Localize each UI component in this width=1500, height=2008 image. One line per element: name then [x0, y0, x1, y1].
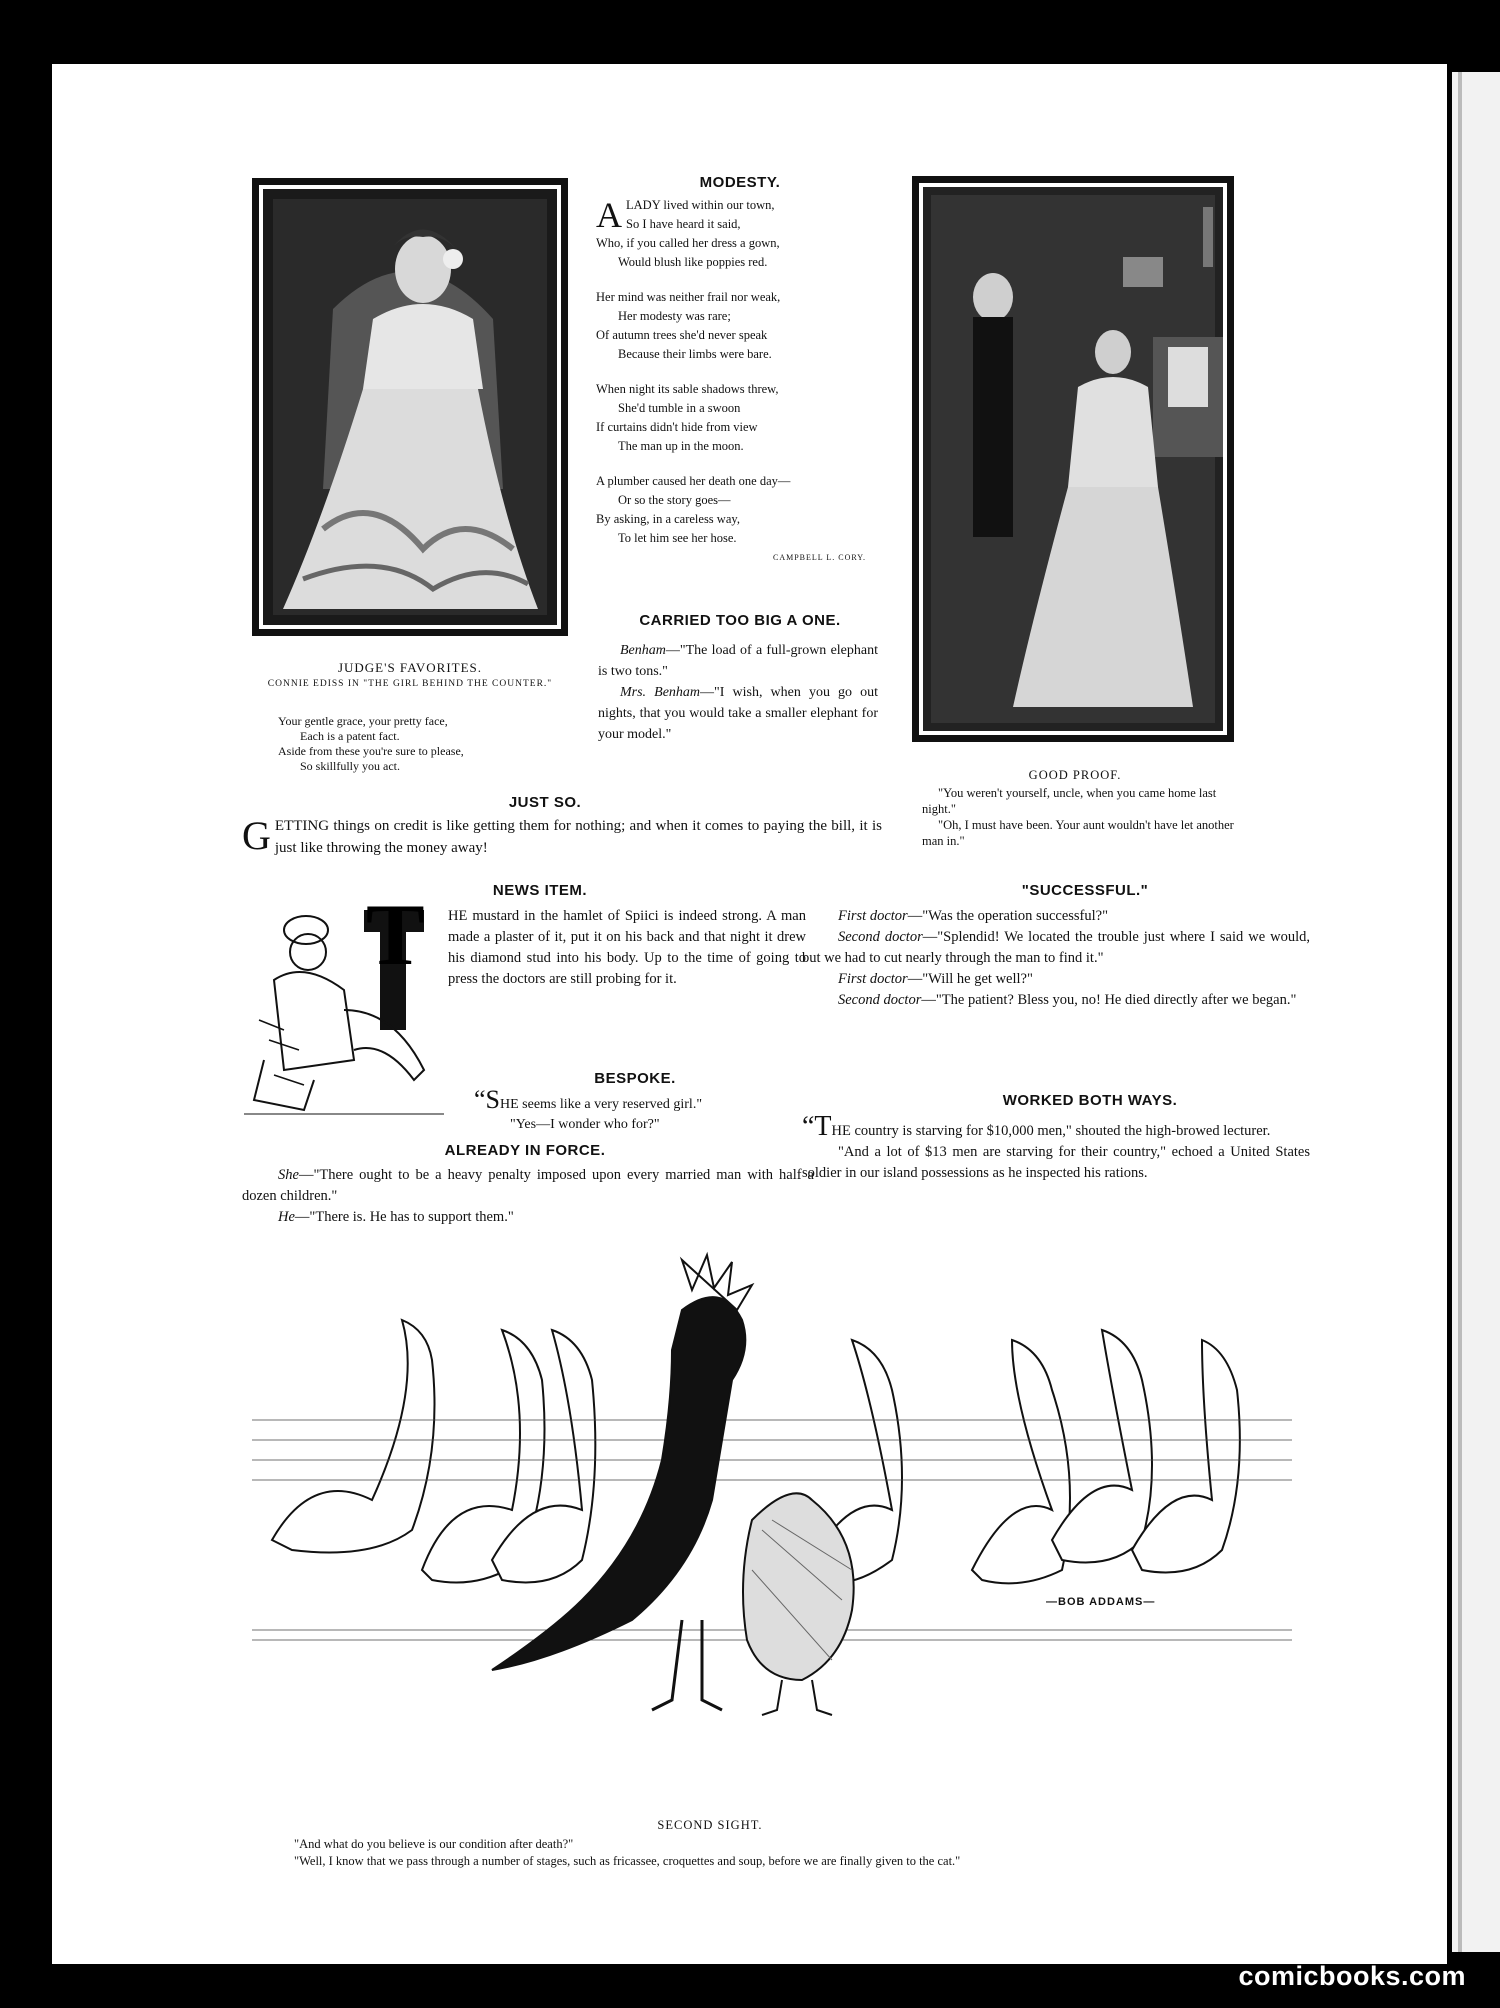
second-sight-cartoon — [252, 1240, 1292, 1820]
verse-line: Of autumn trees she'd never speak — [596, 328, 768, 342]
speaker: Second doctor — [838, 929, 923, 945]
just-so-title: JUST SO. — [508, 794, 582, 811]
speaker: Mrs. Benham — [620, 685, 701, 700]
verse-line: LADY lived within our town, — [626, 198, 775, 212]
verse-line: The man up in the moon. — [618, 439, 744, 453]
already-title: ALREADY IN FORCE. — [444, 1142, 606, 1159]
news-item-dropcap: T — [366, 887, 425, 984]
cartoon-signature: —BOB ADDAMS— — [1046, 1596, 1156, 1608]
dialogue: —"The load of a full-grown elephant is two tons." — [598, 643, 878, 679]
just-so-dropcap: G — [242, 813, 271, 858]
worked-dropcap: “T — [802, 1111, 832, 1142]
verse-line: Who, if you called her dress a gown, — [596, 236, 780, 250]
worked-para2: "And a lot of $13 men are starving for their country," echoed a United States soldier in our island possessions as he inspected his rations. — [802, 1144, 1310, 1181]
bespoke-line1: HE seems like a very reserved girl." — [500, 1097, 703, 1112]
judges-favorites-subtitle: CONNIE EDISS IN "THE GIRL BEHIND THE COUNTER." — [267, 679, 553, 689]
news-item-title: NEWS ITEM. — [492, 882, 588, 899]
bespoke-title: BESPOKE. — [594, 1070, 676, 1087]
rooster-geese-drawing — [252, 1240, 1292, 1820]
speaker: First doctor — [838, 971, 908, 987]
worked-body — [802, 1111, 1310, 1184]
judges-favorites-verse — [278, 714, 578, 774]
piano-photo — [912, 176, 1234, 742]
speaker: Second doctor — [838, 992, 922, 1008]
news-item-body — [448, 906, 806, 990]
already-body — [242, 1165, 814, 1228]
portrait-photo — [252, 178, 568, 636]
second-sight-title: SECOND SIGHT. — [657, 1818, 763, 1832]
good-proof-title: GOOD PROOF. — [1028, 768, 1122, 782]
dialogue: —"There is. He has to support them." — [294, 1209, 514, 1225]
verse-line: Because their limbs were bare. — [618, 347, 772, 361]
news-item-text: HE mustard in the hamlet of Spiici is indeed strong. A man made a plaster of it, put it on his back and that night it drew his diamond stud into his body. Up to the time of going to press the doctors are still probing for it. — [448, 908, 806, 987]
speaker: He — [278, 1209, 295, 1225]
successful-title: "SUCCESSFUL." — [1021, 882, 1149, 899]
good-proof-line2: "Oh, I must have been. Your aunt wouldn't have let another man in." — [922, 818, 1234, 848]
spine-shadow — [1458, 72, 1462, 1952]
just-so-body — [242, 815, 882, 859]
carried-body — [598, 640, 878, 745]
verse-line: A plumber caused her death one day— — [596, 474, 791, 488]
speaker: First doctor — [838, 908, 908, 924]
bespoke-dropcap: “S — [474, 1085, 500, 1114]
judges-favorites-title: JUDGE'S FAVORITES. — [337, 660, 483, 675]
verse-line: To let him see her hose. — [618, 531, 737, 545]
caption-line2: "Well, I know that we pass through a number of stages, such as fricassee, croquettes and soup, before we are finally given to the cat." — [294, 1854, 961, 1868]
dialogue: —"I wish, when you go out nights, that you would take a smaller elephant for your model." — [598, 685, 878, 742]
dialogue: —"The patient? Bless you, no! He died directly after we began." — [921, 992, 1297, 1008]
verse-line: Aside from these you're sure to please, — [278, 744, 464, 758]
verse-line: So I have heard it said, — [626, 217, 741, 231]
verse-line: By asking, in a careless way, — [596, 512, 740, 526]
worked-title: WORKED BOTH WAYS. — [1002, 1092, 1178, 1109]
good-proof-line1: "You weren't yourself, uncle, when you came home last night." — [922, 786, 1217, 816]
piano-illustration — [923, 187, 1223, 731]
successful-body — [802, 906, 1310, 1011]
verse-line: Would blush like poppies red. — [618, 255, 768, 269]
verse-line: Each is a patent fact. — [300, 729, 400, 743]
second-sight-caption — [294, 1836, 1314, 1870]
speaker: She — [278, 1167, 299, 1183]
bespoke-line2: "Yes—I wonder who for?" — [510, 1117, 660, 1132]
modesty-poem — [596, 196, 886, 567]
verse-line: So skillfully you act. — [300, 759, 400, 773]
modesty-author: CAMPBELL L. CORY. — [772, 553, 866, 562]
caption-line1: "And what do you believe is our condition after death?" — [294, 1837, 574, 1851]
verse-line: When night its sable shadows threw, — [596, 382, 779, 396]
dialogue: —"Will he get well?" — [907, 971, 1033, 987]
verse-line: She'd tumble in a swoon — [618, 401, 741, 415]
verse-line: Or so the story goes— — [618, 493, 731, 507]
dialogue: —"Splendid! We located the trouble just where I said we would, but we had to cut nearly through the man to find it." — [802, 929, 1310, 966]
modesty-title: MODESTY. — [699, 174, 781, 191]
good-proof-body — [922, 785, 1240, 849]
bespoke-body — [474, 1085, 814, 1135]
verse-line: Your gentle grace, your pretty face, — [278, 714, 448, 728]
verse-line: Her mind was neither frail nor weak, — [596, 290, 781, 304]
verse-line: Her modesty was rare; — [618, 309, 731, 323]
carried-title: CARRIED TOO BIG A ONE. — [639, 612, 841, 629]
modesty-dropcap: A — [596, 195, 622, 235]
verse-line: If curtains didn't hide from view — [596, 420, 758, 434]
dialogue: —"Was the operation successful?" — [907, 908, 1109, 924]
site-watermark: comicbooks.com — [1238, 1961, 1466, 1991]
portrait-illustration — [263, 189, 557, 625]
speaker: Benham — [620, 643, 666, 658]
worked-para1: HE country is starving for $10,000 men," shouted the high-browed lecturer. — [831, 1123, 1271, 1139]
dialogue: —"There ought to be a heavy penalty imposed upon every married man with half a dozen children." — [242, 1167, 814, 1204]
just-so-text: ETTING things on credit is like getting them for nothing; and when it comes to paying the bill, it is just like throwing the money away! — [274, 818, 882, 856]
